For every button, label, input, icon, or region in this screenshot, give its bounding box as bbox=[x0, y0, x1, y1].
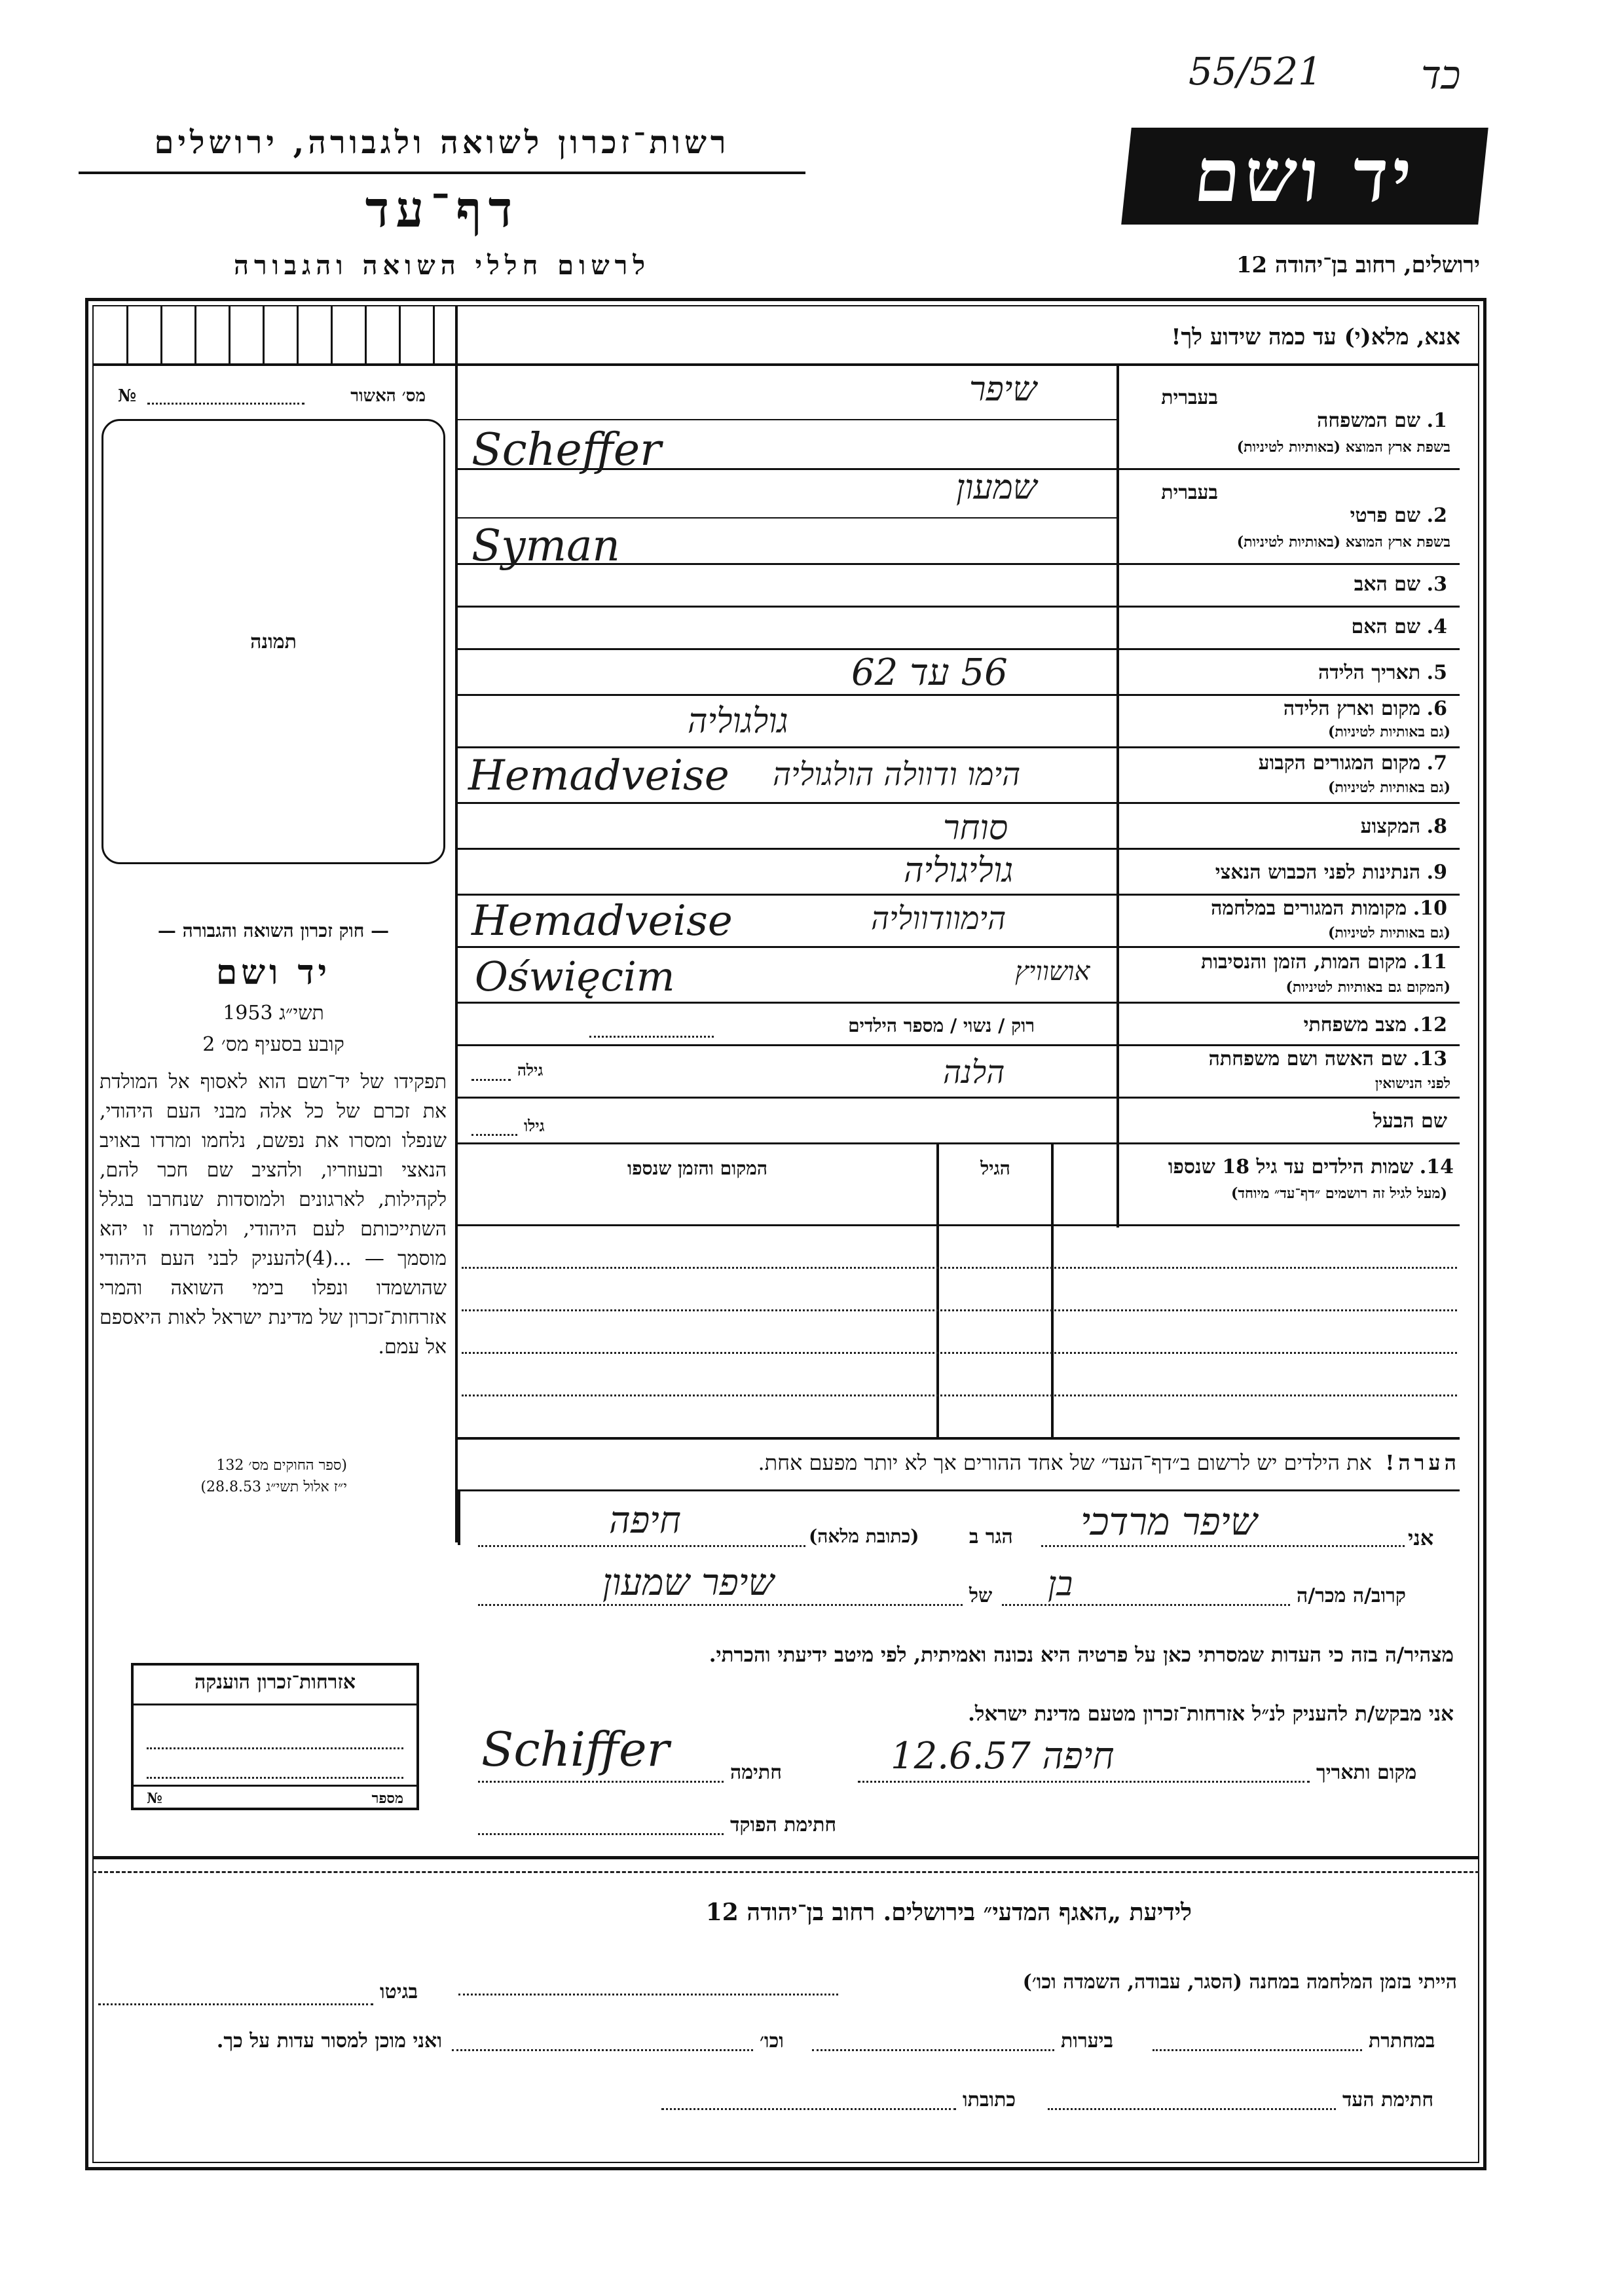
law-text: תפקידו של יד־ושם הוא לאסוף אל המולדת את זכרם של כל אלה מבני העם היהודי, שנפלו ומסרו את נפשם, נלחמו ומרדו באויב הנאצי ובעוזריו, ולהציב שם חכר להם, לקהילות, לארגונים ולמוסדות שנחרבו בגלל השתייכותם לעם היהודי, ולמטרה זו יהא מוסמך — ...(4)להעניק לבני העם היהודי שהושמדו ונפלו בימי השואה והמרי אזרחות־זכרון של מדינת ישראל לאות היאספם אל עמם. bbox=[100, 1070, 447, 1358]
law-section: קובע בסעיף מס׳ 2 bbox=[202, 1033, 344, 1056]
field-2-value-latin: Syman bbox=[471, 520, 620, 571]
field-12-label: 12. מצב משפחתי bbox=[1303, 1013, 1447, 1036]
field-13-age-label: גילה bbox=[517, 1061, 544, 1080]
citizenship-no-sign: № bbox=[147, 1790, 162, 1807]
field-5-value: 56 עד 62 bbox=[851, 651, 1008, 694]
field-6-value: גולגוליה bbox=[688, 702, 788, 741]
field-10-sub: (גם באותיות לטיניות) bbox=[1327, 924, 1450, 941]
field-6-sub: (גם באותיות לטיניות) bbox=[1327, 723, 1450, 740]
photo-label: תמונה bbox=[250, 630, 297, 653]
signature: Schiffer bbox=[481, 1722, 670, 1777]
law-title: — חוק זכרון השואה והגבורה — bbox=[157, 920, 390, 941]
photo-box bbox=[101, 419, 445, 864]
footer-line2-b: ביערות bbox=[1061, 2030, 1114, 2052]
declaration-text: מצהיר/ה בזה כי העדות שמסרתי כאן על פרטיה היא נכונה ואמיתית, לפי מיטב ידיעתי והכרתי. bbox=[709, 1643, 1454, 1667]
field-7-value-he: הימו ודוולה הולגוליה bbox=[773, 756, 1021, 793]
instruction: אנא, מלא(י) עד כמה שידוע לך! bbox=[1171, 324, 1460, 350]
form-title: דף־עד bbox=[365, 180, 519, 238]
field-11-value: Oświęcim bbox=[475, 953, 675, 1000]
field-1-value-latin: Scheffer bbox=[471, 424, 661, 476]
children-age-col: הגיל bbox=[980, 1157, 1010, 1179]
field-10-label: 10. מקומות המגורים במלחמה bbox=[1211, 897, 1447, 920]
field-8-label: 8. המקצוע bbox=[1360, 815, 1447, 838]
field-13-value: הלנה bbox=[943, 1054, 1005, 1091]
law-year: תשי״ג 1953 bbox=[223, 1002, 324, 1025]
footer-line3-a: חתימת העד bbox=[1342, 2088, 1434, 2111]
law-ref-1: (ספר החוקים מס׳ 132 bbox=[216, 1457, 347, 1474]
field-9-value: גוליגוליה bbox=[904, 851, 1014, 890]
approval-no-label: מס׳ האשור bbox=[350, 386, 426, 406]
law-ref-2: י״ז אלול תשי״ג 28.8.53) bbox=[200, 1479, 347, 1495]
field-1-sub: בשפת ארץ המוצא (באותיות לטיניות) bbox=[1236, 439, 1450, 456]
husband-label: שם הבעל bbox=[1373, 1110, 1447, 1133]
note: הערה! את הילדים יש לרשום ב״דף־העד״ של אחד ההורים אך לא יותר מפעם אחת. bbox=[758, 1450, 1460, 1475]
relation-label: קרוב/ה מכר/ה bbox=[1297, 1584, 1406, 1607]
approval-grid bbox=[92, 305, 455, 363]
field-5-label: 5. תאריך הלידה bbox=[1318, 661, 1447, 684]
children-col-divider-2 bbox=[936, 1142, 939, 1437]
of-name: שיפר שמעון bbox=[602, 1561, 775, 1604]
field-11-sub: (המקום גם באותיות לטיניות) bbox=[1285, 979, 1450, 996]
authority-title: רשות־זכרון לשואה ולגבורה, ירושלים bbox=[154, 124, 730, 161]
field-14-sub: (מעל לגיל זה רושמים ״דף־עד״ מיוחד) bbox=[1230, 1185, 1447, 1202]
footer-line3-b: כתובתו bbox=[963, 2088, 1016, 2111]
place-date-value: חיפה 12.6.57 bbox=[891, 1735, 1115, 1777]
of-label: של bbox=[969, 1584, 993, 1607]
field-13-label: 13. שם האשה ושם משפחתה bbox=[1208, 1048, 1447, 1070]
field-4-label: 4. שם האם bbox=[1351, 615, 1447, 638]
field-14-label: 14. שמות הילדים עד גיל 18 שנספו bbox=[1168, 1156, 1454, 1178]
corner-mark: כד bbox=[1421, 52, 1461, 98]
field-3-label: 3. שם האב bbox=[1354, 573, 1447, 596]
field-7-value: Hemadveise bbox=[468, 752, 729, 800]
field-1-value-he: שיפר bbox=[969, 370, 1037, 409]
footer-line2-c: וכו׳ bbox=[760, 2030, 784, 2052]
field-11-label: 11. מקום המות, הזמן והנסיבות bbox=[1201, 951, 1447, 974]
form-subtitle: לרשום חללי השואה והגבורה bbox=[233, 250, 651, 281]
declarant-i-label: אני bbox=[1408, 1525, 1434, 1550]
relation-value: בן bbox=[1048, 1565, 1073, 1604]
archive-number: 55/521 bbox=[1189, 49, 1323, 94]
field-13-sub: לפני הנישואין bbox=[1375, 1075, 1450, 1092]
citizenship-no-label: מספר bbox=[371, 1790, 403, 1807]
field-2-label: 2. שם פרטי bbox=[1350, 504, 1447, 527]
law-name: יד ושם bbox=[215, 953, 331, 993]
yad-vashem-logo: יד ושם bbox=[1121, 128, 1488, 225]
footer-line2-a: במחתרת bbox=[1369, 2030, 1435, 2052]
footer-line1-a: הייתי בזמן המלחמה במחנה (הסגר, עבודה, השמדה וכו׳) bbox=[1022, 1971, 1457, 1994]
field-1-lang: בעברית bbox=[1161, 386, 1218, 409]
field-11-value-he: אושוויץ bbox=[1015, 957, 1090, 987]
declarant-living-label: הגר ב bbox=[969, 1525, 1013, 1548]
field-7-sub: (גם באותיות לטיניות) bbox=[1327, 779, 1450, 796]
citizenship-box bbox=[131, 1663, 419, 1810]
place-date-label: מקום ותאריך bbox=[1316, 1761, 1417, 1784]
officer-signature-label: חתימת הפוקד bbox=[730, 1813, 837, 1836]
declarant-address: חיפה bbox=[609, 1499, 681, 1542]
children-col-divider-1 bbox=[1051, 1142, 1054, 1437]
field-9-label: 9. הנתינות לפני הכבוש הנאצי bbox=[1215, 861, 1447, 884]
field-10-value: Hemadveise bbox=[471, 897, 733, 945]
husband-age-label: גילו bbox=[524, 1116, 545, 1135]
children-place-col: המקום והזמן שנספו bbox=[627, 1157, 767, 1179]
field-2-sub: בשפת ארץ המוצא (באותיות לטיניות) bbox=[1236, 534, 1450, 551]
field-2-value-he: שמעון bbox=[956, 468, 1037, 507]
declarant-name: שיפר מרדכי bbox=[1080, 1499, 1257, 1544]
field-2-lang: בעברית bbox=[1161, 481, 1218, 504]
field-8-value: סוחר bbox=[943, 809, 1008, 848]
field-7-label: 7. מקום המגורים הקבוע bbox=[1258, 752, 1447, 774]
footer-line1-b: בגיטו bbox=[380, 1980, 418, 2003]
citizenship-box-title: אזרחות־זכרון הוענקה bbox=[194, 1671, 356, 1694]
signature-label: חתימה bbox=[730, 1761, 782, 1784]
approval-no-sign: № bbox=[118, 386, 137, 406]
address: ירושלים, רחוב בן־יהודה 12 bbox=[1236, 252, 1480, 278]
declarant-address-hint: (כתובת מלאה) bbox=[809, 1525, 919, 1547]
field-10-value-he: הימוודווליה bbox=[871, 900, 1006, 937]
footer-line2-d: ואני מוכן למסור עדות על כך. bbox=[216, 2030, 442, 2052]
field-1-label: 1. שם המשפחה bbox=[1317, 409, 1447, 432]
field-6-label: 6. מקום וארץ הלידה bbox=[1283, 697, 1447, 720]
footer-title: לידיעת „האגף המדעי״ בירושלים. רחוב בן־יהודה 12 bbox=[705, 1899, 1192, 1926]
request-text: אני מבקש/ת להעניק לנ״ל אזרחות־זכרון מטעם מדינת ישראל. bbox=[968, 1702, 1454, 1726]
field-12-options: רוק / נשוי / מספר הילדים bbox=[848, 1015, 1035, 1036]
